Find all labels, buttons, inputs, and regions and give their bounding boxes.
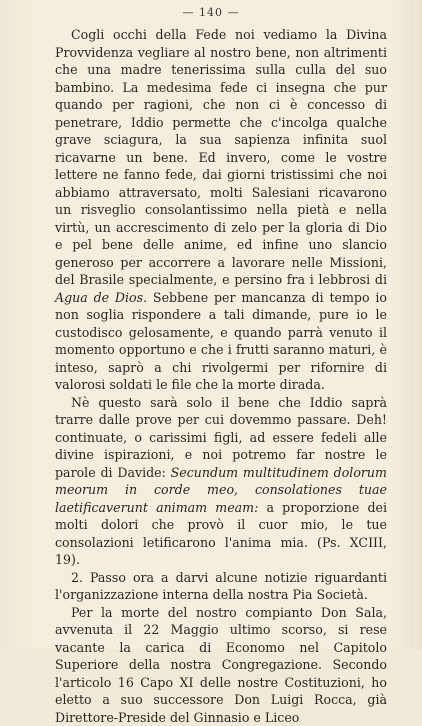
paragraph-organization: 2. Passo ora a darvi alcune notizie riguardanti l'organizzazione interna della nostra Pia Società. (55, 569, 387, 604)
paragraph-providence: Cogli occhi della Fede noi vediamo la Divina Provvidenza vegliare al nostro bene, non altrimenti che una madre tenerissima sulla culla del suo bambino. La medesima fede ci insegna che pur quando per ragioni, che non ci è concesso di penetrare, Iddio permette che c'incolga qualche grave sciagura, la sua sapienza infinita suol ricavarne un bene. Ed invero, come le vostre lettere ne fanno fede, dai giorni tristissimi che noi abbiamo attraversato, molti Salesiani ricavarono un risveglio consolantissimo nella pietà e nella virtù, un accrescimento di zelo per la gloria di Dio e pel bene delle anime, ed infine uno slancio generoso per accorrere a lavorare nelle Missioni, del Brasile specialmente, e persino fra i lebbrosi di Agua de Dios. Sebbene per mancanza di tempo io non soglia rispondere a tali dimande, pure io le custodisco gelosamente, e quando parrà venuto il momento opportuno e che i frutti saranno maturi, è inteso, saprò a chi rivolgermi per rifornire di valorosi soldati le file che la morte dirada. (55, 26, 387, 394)
paragraph-don-sala: Per la morte del nostro compianto Don Sala, avvenuta il 22 Maggio ultimo scorso, si rese vacante la carica di Economo nel Capitolo Superiore della nostra Congregazione. Secondo l'articolo 16 Capo XI delle nostre Costituzioni, ho eletto a suo successore Don Luigi Rocca, già Direttore-Preside del Ginnasio e Liceo (55, 604, 387, 726)
paragraph-david: Nè questo sarà solo il bene che Iddio saprà trarre dalle prove per cui dovemmo passare. Deh! continuate, o carissimi figli, ad essere fedeli alle divine ispirazioni, e noi potremo far nostre le parole di Davide: Secundum multitudinem dolorum meorum in corde meo, consolationes tuae laetificaverunt animam meam: a proporzione dei molti dolori che provò il cuor mio, le tue consolazioni letificarono l'anima mia. (Ps. XCIII, 19). (55, 394, 387, 569)
page-number: — 140 — (0, 6, 422, 19)
body-text (55, 26, 387, 726)
